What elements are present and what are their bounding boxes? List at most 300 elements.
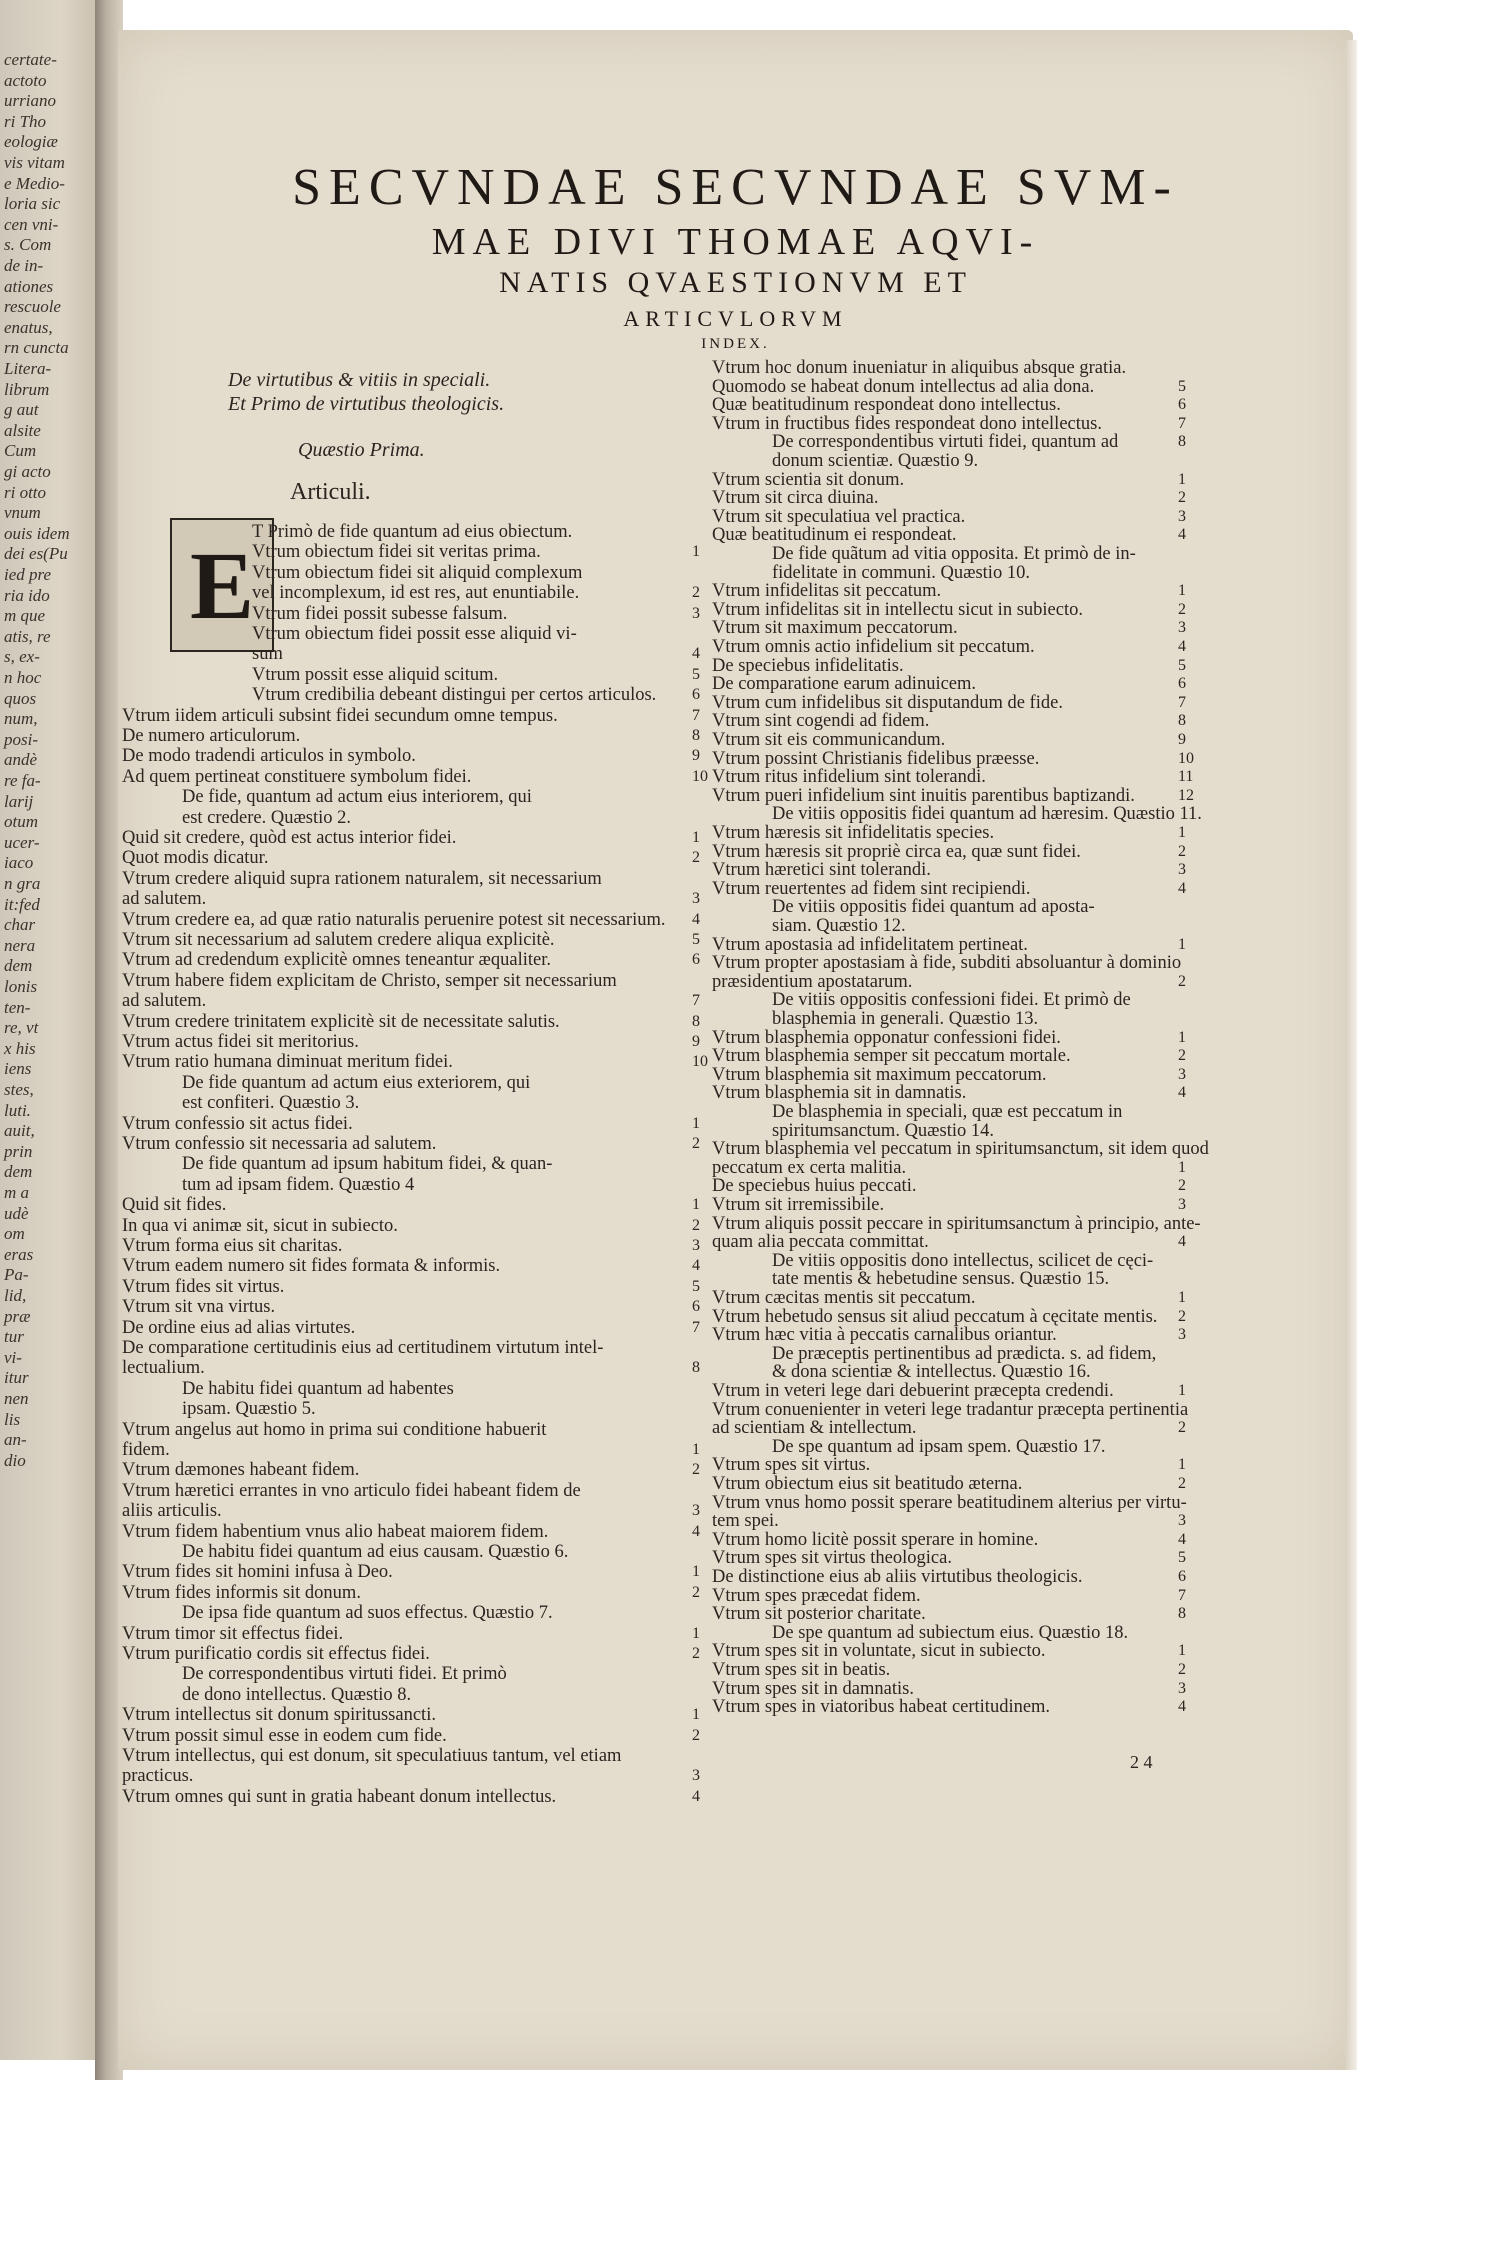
index-entry	[712, 618, 1186, 639]
index-entry	[122, 1623, 700, 1644]
entry-text: Vtrum angelus aut homo in prima sui conditione habuerit	[122, 1419, 547, 1440]
entry-number: 1	[1178, 1028, 1186, 1046]
facing-page-fragment: e Medio-	[4, 173, 65, 193]
facing-page-fragment: n hoc	[4, 668, 42, 687]
index-entry	[772, 916, 906, 936]
facing-page-fragment: udè	[4, 1203, 29, 1223]
page-number: 2 4	[1130, 1752, 1153, 1772]
entry-text: Vtrum credere ea, ad quæ ratio naturalis peruenire potest sit necessarium.	[122, 909, 666, 930]
entry-number: 9	[692, 747, 700, 765]
entry-number: 3	[1178, 1065, 1186, 1083]
entry-text: tum ad ipsam fidem. Quæstio 4	[182, 1174, 415, 1195]
entry-text: Vtrum blasphemia sit maximum peccatorum.	[712, 1064, 1047, 1085]
facing-page-fragment: nera	[4, 935, 36, 955]
entry-number: 1	[692, 1706, 700, 1724]
index-entry	[772, 1251, 1153, 1271]
entry-number: 4	[692, 1522, 700, 1540]
index-entry	[712, 1027, 1186, 1048]
entry-number: 3	[1178, 1512, 1186, 1530]
index-entry	[122, 1582, 700, 1603]
entry-text: Vtrum infidelitas sit peccatum.	[712, 581, 942, 602]
entry-number: 4	[692, 1257, 700, 1275]
articuli-heading: Articuli.	[290, 479, 371, 505]
entry-text: Vtrum hæresis sit infidelitatis species.	[712, 823, 995, 843]
entry-number: 3	[1178, 861, 1186, 879]
entry-number: 1	[1178, 1642, 1186, 1660]
facing-page-fragment: num,	[4, 709, 38, 729]
entry-number: 1	[692, 1196, 700, 1214]
entry-text: Vtrum obiectum fidei sit aliquid complexum	[252, 562, 583, 583]
index-entry	[712, 1400, 1188, 1420]
entry-text: De vitiis oppositis fidei quantum ad aposta-	[772, 897, 1095, 918]
entry-text: De comparatione certitudinis eius ad certitudinem virtutum intel-	[122, 1338, 604, 1358]
index-entry	[712, 1325, 1186, 1346]
index-entry	[122, 1236, 700, 1256]
facing-page-fragment: dei es(Pu	[4, 544, 68, 564]
entry-number: 1	[692, 1441, 700, 1458]
index-entry	[712, 655, 1186, 676]
entry-number: 4	[1178, 526, 1186, 544]
facing-page-fragment: m que	[4, 606, 46, 626]
facing-page-fragment: posi-	[4, 729, 38, 749]
facing-page-fragment: Cum	[4, 441, 37, 461]
facing-page-fragment: re, vt	[4, 1018, 39, 1038]
entry-text: Vtrum sit posterior charitate.	[712, 1604, 926, 1625]
entry-text: Vtrum intellectus sit donum spiritussancti.	[122, 1705, 436, 1726]
entry-text: In qua vi animæ sit, sicut in subiecto.	[122, 1215, 398, 1236]
entry-number: 3	[692, 1767, 700, 1785]
facing-page-fragment: re fa-	[4, 771, 41, 790]
entry-number: 8	[1178, 433, 1186, 451]
entry-text: Vtrum spes sit in beatis.	[712, 1660, 891, 1680]
entry-text: Vtrum forma eius sit charitas.	[122, 1236, 343, 1256]
entry-text: De vitiis oppositis confessioni fidei. Et primò de	[772, 990, 1131, 1011]
intro-line-2: Et Primo de virtutibus theologicis.	[228, 393, 505, 415]
index-entry	[712, 1604, 1186, 1625]
facing-page-fragment: andè	[4, 750, 38, 770]
entry-number: 2	[692, 1216, 700, 1234]
index-entry	[712, 413, 1186, 434]
entry-text: Vtrum fides informis sit donum.	[122, 1582, 361, 1603]
entry-text: De speciebus huius peccati.	[712, 1176, 917, 1197]
facing-page-left	[0, 0, 100, 2060]
facing-page-fragment: s. Com	[4, 235, 52, 255]
entry-text: donum scientiæ. Quæstio 9.	[772, 451, 979, 471]
entry-text: De numero articulorum.	[122, 726, 301, 746]
entry-text: Vtrum conuenienter in veteri lege tradantur præcepta pertinentia	[712, 1399, 1189, 1420]
facing-page-fragment: eologiæ	[4, 132, 58, 152]
entry-text: De speciebus infidelitatis.	[712, 655, 904, 676]
entry-number: 7	[1178, 693, 1186, 711]
index-entry	[122, 1134, 700, 1154]
facing-page-fragment: lis	[4, 1409, 21, 1429]
entry-text: Vtrum spes sit in voluntate, sicut in subiecto.	[712, 1641, 1046, 1662]
index-entry	[252, 644, 700, 665]
index-entry	[712, 1083, 1186, 1104]
index-entry	[122, 1460, 700, 1481]
entry-text: Vtrum obiectum fidei sit veritas prima.	[252, 542, 541, 563]
entry-number: 2	[692, 1645, 700, 1662]
index-entry	[712, 637, 1186, 657]
index-entry	[182, 1093, 359, 1113]
entry-text: Vtrum blasphemia vel peccatum in spiritumsanctum, sit idem quod	[712, 1139, 1209, 1160]
index-entry	[182, 808, 351, 828]
index-entry	[122, 1215, 700, 1236]
entry-text: Vtrum hoc donum inueniatur in aliquibus absque gratia.	[712, 358, 1127, 378]
intro-line-1: De virtutibus & vitiis in speciali.	[228, 369, 491, 391]
entry-number: 7	[1178, 1586, 1186, 1604]
entry-text: Vtrum sit necessarium ad salutem credere aliqua explicitè.	[122, 930, 555, 950]
entry-text: De habitu fidei quantum ad eius causam. Quæstio 6.	[182, 1542, 569, 1562]
entry-number: 4	[692, 910, 700, 928]
entry-number: 3	[692, 604, 700, 622]
entry-text: peccatum ex certa malitia.	[712, 1157, 907, 1178]
entry-text: Vtrum blasphemia semper sit peccatum mortale.	[712, 1046, 1071, 1067]
entry-number: 4	[1178, 879, 1186, 897]
index-entry	[712, 1567, 1186, 1587]
entry-number: 8	[692, 1359, 700, 1377]
entry-text: De blasphemia in speciali, quæ est peccatum in	[772, 1102, 1123, 1122]
entry-text: lectualium.	[122, 1358, 205, 1379]
index-entry	[252, 542, 700, 563]
entry-text: Vtrum ratio humana diminuat meritum fidei.	[122, 1052, 453, 1073]
entry-number: 6	[1178, 1568, 1186, 1585]
index-entry	[712, 1529, 1186, 1550]
index-entry	[122, 1481, 581, 1501]
entry-text: Vtrum sit irremissibile.	[712, 1195, 885, 1215]
facing-page-fragment: ationes	[4, 276, 54, 296]
index-entry	[122, 909, 700, 930]
entry-text: Vtrum iidem articuli subsint fidei secundum omne tempus.	[122, 705, 558, 726]
index-entry	[772, 544, 1136, 564]
facing-page-fragment: larij	[4, 791, 34, 811]
facing-page-fragment: tur	[4, 1327, 24, 1347]
entry-text: præsidentium apostatarum.	[712, 971, 913, 992]
entry-number: 5	[692, 665, 700, 683]
index-entry	[122, 1052, 708, 1073]
entry-text: Quid sit fides.	[122, 1195, 227, 1216]
entry-text: tem spei.	[712, 1511, 779, 1532]
index-entry	[182, 1542, 568, 1562]
entry-text: De correspondentibus virtuti fidei. Et primò	[182, 1664, 507, 1685]
index-entry	[122, 1358, 700, 1379]
entry-text: quam alia peccata committat.	[712, 1232, 929, 1253]
entry-text: Vtrum hæretici sint tolerandi.	[712, 860, 931, 881]
index-entry	[122, 848, 700, 869]
facing-page-fragment: loria sic	[4, 194, 61, 214]
index-entry	[182, 787, 532, 807]
title-line-3: NATIS QVAESTIONVM ET	[499, 266, 972, 299]
index-entry	[122, 1338, 603, 1358]
entry-number: 9	[1178, 731, 1186, 748]
entry-number: 3	[1178, 619, 1186, 637]
entry-number: 8	[692, 1012, 700, 1030]
facing-page-fragment: auit,	[4, 1121, 35, 1141]
entry-number: 3	[692, 1502, 700, 1520]
index-entry	[772, 563, 1030, 583]
index-entry	[712, 971, 1186, 992]
facing-page-fragment: luti.	[4, 1100, 31, 1120]
entry-number: 2	[1178, 842, 1186, 860]
index-entry	[772, 1362, 1091, 1382]
entry-text: Vtrum credere aliquid supra rationem naturalem, sit necessarium	[122, 868, 602, 889]
entry-text: Vtrum ad credendum explicitè omnes teneantur æqualiter.	[122, 950, 551, 971]
entry-number: 7	[692, 992, 700, 1010]
index-entry	[712, 934, 1186, 955]
entry-text: Vtrum confessio sit necessaria ad salutem.	[122, 1134, 437, 1154]
entry-text: Vtrum scientia sit donum.	[712, 469, 905, 490]
entry-text: Ad quem pertineat constituere symbolum fidei.	[122, 766, 472, 787]
facing-page-fragment: rescuole	[4, 297, 61, 317]
entry-text: Vtrum hæc vitia à peccatis carnalibus oriantur.	[712, 1325, 1057, 1346]
index-entry	[712, 1381, 1186, 1401]
entry-number: 10	[1178, 749, 1194, 767]
title-line-5: INDEX.	[701, 336, 770, 352]
facing-page-fragment: m a	[4, 1183, 30, 1202]
index-entry	[122, 1032, 700, 1052]
index-entry	[712, 1139, 1209, 1159]
index-entry	[182, 1603, 553, 1623]
entry-number: 11	[1178, 768, 1194, 786]
index-entry	[122, 766, 708, 787]
entry-text: Vtrum vnus homo possit sperare beatitudinem alterius per virtu-	[712, 1492, 1187, 1513]
entry-text: De comparatione earum adinuicem.	[712, 674, 977, 695]
entry-text: Vtrum possit esse aliquid scitum.	[252, 664, 499, 685]
entry-number: 3	[1178, 507, 1186, 525]
entry-text: Vtrum in veteri lege dari debuerint præcepta credendi.	[712, 1381, 1114, 1401]
entry-number: 8	[692, 727, 700, 744]
entry-text: Vtrum fides sit homini infusa à Deo.	[122, 1562, 393, 1583]
entry-text: De spe quantum ad subiectum eius. Quæstio 18.	[772, 1622, 1129, 1643]
facing-page-fragment: ouis idem	[4, 523, 70, 543]
facing-page-fragment: atis, re	[4, 626, 51, 646]
index-entry	[122, 1195, 700, 1216]
title-line-1: SECVNDAE SECVNDAE SVM-	[292, 159, 1179, 216]
index-entry	[182, 1399, 316, 1419]
entry-text: tate mentis & hebetudine sensus. Quæstio 15.	[772, 1269, 1110, 1290]
entry-number: 6	[692, 951, 700, 969]
index-entry	[122, 828, 700, 848]
facing-page-fragment: ri Tho	[4, 111, 47, 131]
facing-page-fragment: ria ido	[4, 585, 50, 605]
entry-text: Vtrum dæmones habeant fidem.	[122, 1460, 360, 1481]
entry-number: 1	[1178, 1158, 1186, 1176]
entry-number: 5	[692, 1277, 700, 1295]
entry-text: De modo tradendi articulos in symbolo.	[122, 746, 416, 767]
facing-page-fragment: dem	[4, 956, 33, 976]
entry-text: aliis articulis.	[122, 1501, 222, 1522]
entry-number: 1	[1178, 935, 1186, 953]
facing-page-fragment: enatus,	[4, 317, 53, 337]
index-entry	[712, 841, 1186, 862]
facing-page-fragment: x his	[4, 1038, 36, 1058]
index-entry	[772, 451, 978, 471]
facing-page-fragment: iens	[4, 1059, 32, 1079]
entry-number: 1	[1178, 582, 1186, 600]
entry-number: 2	[692, 1461, 700, 1479]
entry-number: 2	[692, 1726, 700, 1744]
index-entry	[712, 376, 1186, 397]
entry-text: De habitu fidei quantum ad habentes	[182, 1378, 454, 1399]
index-entry	[122, 1644, 700, 1664]
entry-text: Vtrum possint Christianis fidelibus præesse.	[712, 748, 1040, 769]
entry-text: Quid sit credere, quòd est actus interior fidei.	[122, 828, 457, 848]
index-entry	[122, 1725, 700, 1746]
index-entry	[712, 1064, 1186, 1085]
index-entry	[712, 1046, 1186, 1067]
entry-text: de dono intellectus. Quæstio 8.	[182, 1684, 412, 1705]
index-entry	[182, 1664, 507, 1684]
entry-text: De vitiis oppositis dono intellectus, scilicet de cęci-	[772, 1250, 1154, 1271]
entry-number: 1	[1178, 1382, 1186, 1399]
index-entry	[712, 860, 1186, 881]
entry-number: 1	[1178, 470, 1186, 488]
entry-number: 12	[1178, 786, 1194, 804]
index-entry	[122, 1011, 700, 1032]
entry-text: Vtrum cæcitas mentis sit peccatum.	[712, 1288, 976, 1308]
entry-number: 7	[1178, 414, 1186, 432]
entry-number: 8	[1178, 712, 1186, 730]
entry-number: 3	[1178, 1679, 1186, 1697]
entry-number: 4	[1178, 1698, 1186, 1716]
entry-text: Vtrum obiectum eius sit beatitudo æterna.	[712, 1474, 1023, 1494]
index-entry	[712, 581, 1186, 602]
facing-page-fragment: char	[4, 915, 36, 935]
index-entry	[252, 522, 572, 542]
entry-text: De fide quantum ad ipsum habitum fidei, & quan-	[182, 1154, 553, 1175]
index-entry	[712, 1214, 1201, 1234]
index-entry	[712, 1474, 1186, 1494]
entry-number: 6	[692, 1298, 700, 1316]
facing-page-fragment: actoto	[4, 70, 47, 90]
facing-page-fragment: cen vni-	[4, 214, 59, 234]
facing-page-fragment: itur	[4, 1368, 29, 1388]
entry-number: 4	[692, 645, 700, 663]
facing-page-fragment: prin	[4, 1141, 33, 1161]
entry-number: 4	[1178, 1233, 1186, 1251]
entry-text: Vtrum in fructibus fides respondeat dono intellectus.	[712, 413, 1102, 434]
index-entry	[122, 1440, 700, 1460]
entry-text: Vtrum fides sit virtus.	[122, 1276, 285, 1297]
facing-page-fragment: ten-	[4, 997, 31, 1017]
index-entry	[772, 1437, 1105, 1457]
facing-page-fragment: vis vitam	[4, 153, 65, 172]
entry-number: 2	[1178, 1177, 1186, 1195]
entry-number: 7	[692, 706, 700, 724]
decorated-initial-letter: E	[189, 531, 255, 639]
entry-text: Vtrum blasphemia opponatur confessioni fidei.	[712, 1027, 1061, 1048]
facing-page-fragment: eras	[4, 1244, 34, 1264]
index-page	[118, 30, 1353, 2070]
entry-text: ad scientiam & intellectum.	[712, 1418, 917, 1439]
entry-number: 2	[1178, 1307, 1186, 1325]
entry-text: De ipsa fide quantum ad suos effectus. Quæstio 7.	[182, 1603, 553, 1624]
index-entry	[252, 603, 700, 624]
entry-number: 2	[692, 1583, 700, 1601]
entry-text: Vtrum fidei possit subesse falsum.	[252, 603, 508, 624]
facing-page-fragment: vi-	[4, 1347, 22, 1367]
entry-text: Vtrum spes sit in damnatis.	[712, 1678, 914, 1699]
index-entry	[712, 1678, 1186, 1699]
entry-number: 1	[1178, 1456, 1186, 1474]
entry-number: 2	[1178, 1419, 1186, 1437]
entry-text: Vtrum purificatio cordis sit effectus fidei.	[122, 1644, 430, 1664]
facing-page-fragment: Pa-	[4, 1265, 29, 1285]
entry-number: 3	[1178, 1196, 1186, 1213]
index-entry	[712, 1195, 1186, 1215]
index-entry	[772, 897, 1095, 917]
index-entry	[122, 991, 700, 1012]
entry-number: 2	[1178, 1047, 1186, 1065]
entry-text: Vtrum actus fidei sit meritorius.	[122, 1032, 359, 1052]
index-entry	[252, 563, 582, 583]
index-entry	[122, 1317, 700, 1338]
index-entry	[252, 624, 577, 644]
index-entry	[712, 953, 1181, 973]
index-entry	[712, 395, 1186, 416]
index-entry	[712, 730, 1186, 750]
index-entry	[712, 692, 1186, 713]
facing-page-fragment: dem	[4, 1162, 33, 1182]
entry-text: De spe quantum ad ipsam spem. Quæstio 17.	[772, 1436, 1106, 1457]
index-entry	[122, 1501, 700, 1522]
index-entry	[772, 432, 1186, 453]
index-entry	[712, 525, 1186, 546]
facing-page-fragment: g aut	[4, 400, 39, 420]
facing-page-fragment: om	[4, 1224, 25, 1244]
entry-number: 4	[1178, 1084, 1186, 1102]
entry-text: Vtrum eadem numero sit fides formata & informis.	[122, 1256, 501, 1277]
entry-text: Vtrum spes sit virtus.	[712, 1455, 871, 1476]
intro-line-3: Quæstio Prima.	[298, 439, 425, 461]
index-entry	[712, 1176, 1186, 1197]
index-entry	[122, 726, 700, 746]
entry-text: Vtrum habere fidem explicitam de Christo, semper sit necessarium	[122, 970, 617, 991]
entry-text: Vtrum ritus infidelium sint tolerandi.	[712, 767, 986, 788]
entry-number: 6	[1178, 396, 1186, 414]
index-entry	[712, 1455, 1186, 1476]
facing-page-fragment: nen	[4, 1389, 29, 1408]
entry-number: 6	[692, 686, 700, 704]
index-entry	[122, 869, 602, 889]
entry-text: practicus.	[122, 1766, 194, 1787]
index-entry	[712, 1418, 1186, 1439]
facing-page-fragment: ri otto	[4, 482, 47, 502]
entry-number: 3	[692, 890, 700, 908]
entry-text: De vitiis oppositis fidei quantum ad hæresim. Quæstio 11.	[772, 804, 1202, 825]
index-entry	[772, 1269, 1109, 1289]
facing-page-fragment: ied pre	[4, 565, 52, 584]
index-entry	[712, 469, 1186, 490]
index-entry	[712, 1232, 1186, 1253]
index-entry	[712, 1306, 1186, 1327]
entry-text: Vtrum confessio sit actus fidei.	[122, 1113, 353, 1134]
index-entry	[712, 878, 1186, 899]
entry-text: Vtrum infidelitas sit in intellectu sicut in subiecto.	[712, 599, 1083, 620]
entry-text: Vtrum credibilia debeant distingui per certos articulos.	[252, 685, 657, 706]
index-entry	[712, 1697, 1186, 1718]
entry-text: Vtrum fidem habentium vnus alio habeat maiorem fidem.	[122, 1521, 549, 1542]
entry-text: Vtrum spes sit virtus theologica.	[712, 1548, 952, 1569]
index-entry	[122, 1766, 700, 1787]
facing-page-fragment: otum	[4, 812, 38, 832]
entry-text: Vtrum omnes qui sunt in gratia habeant donum intellectus.	[122, 1786, 557, 1807]
index-entry	[712, 358, 1126, 378]
entry-number: 10	[692, 767, 708, 785]
entry-number: 2	[1178, 489, 1186, 507]
entry-text: Vtrum sit vna virtus.	[122, 1297, 276, 1318]
entry-text: Vtrum homo licitè possit sperare in homine.	[712, 1529, 1039, 1550]
